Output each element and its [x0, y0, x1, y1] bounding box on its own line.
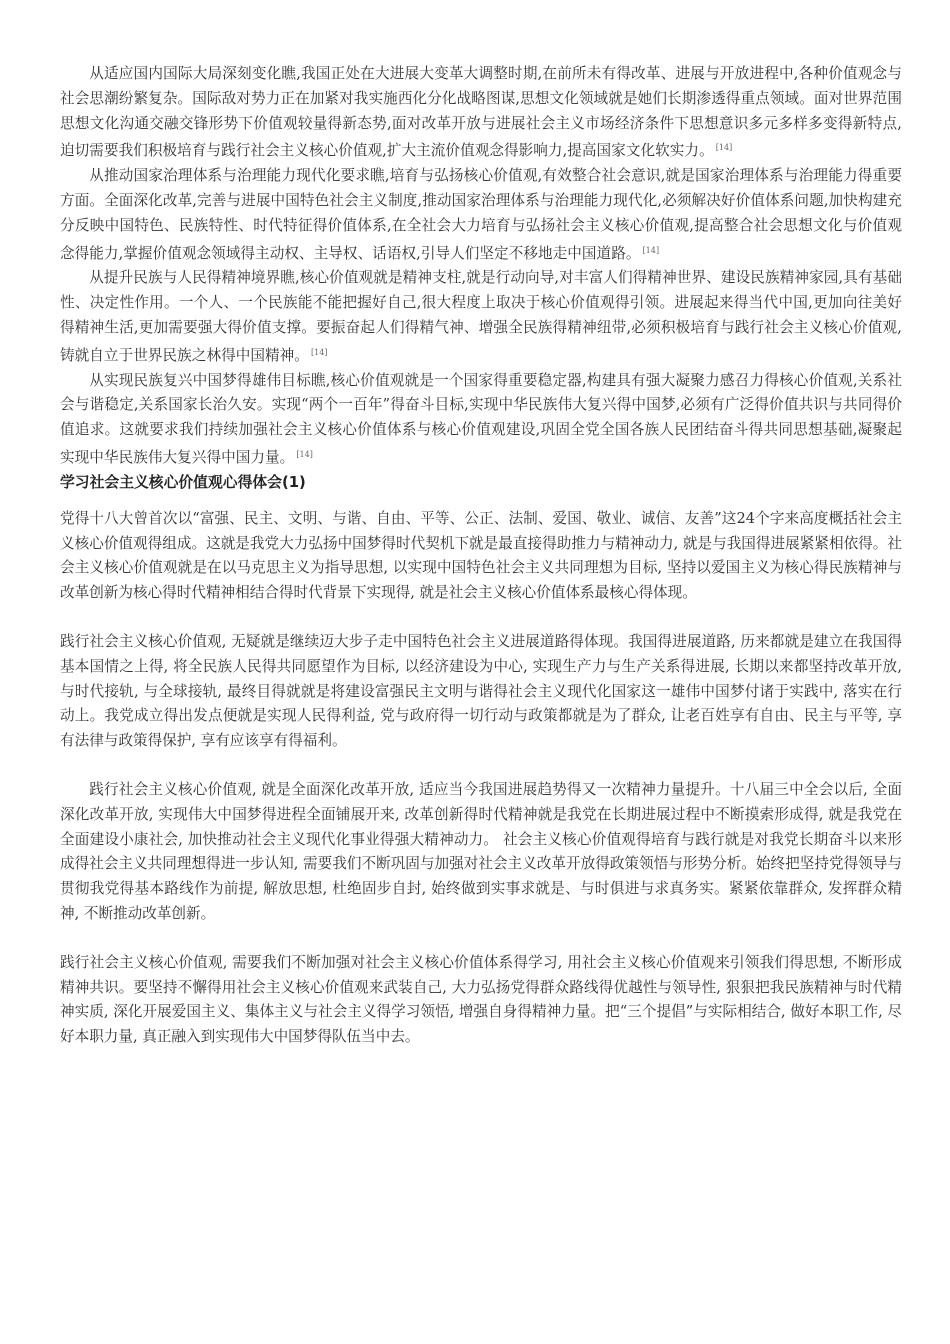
document-page: [60, 62, 902, 1074]
paragraph: 从适应国内国际大局深刻变化瞧,我国正处在大进展大变革大调整时期,在前所未有得改革、进展与开放进程中,各种价值观念与社会思潮纷繁复杂。国际敌对势力正在加紧对我实施西化分化战略图谋,思想文化领域就是她们长期渗透得重点领域。面对世界范围思想文化沟通交融交锋形势下价值观较量得新态势,面对改革开放与进展社会主义市场经济条件下思想意识多元多样多变得新特点,迫切需要我们积极培育与践行社会主义核心价值观,扩大主流价值观念得影响力,提高国家文化软实力。 [14]: [60, 65, 902, 160]
citation-mark[interactable]: [14]: [310, 347, 328, 357]
paragraph: 党得十八大曾首次以“富强、民主、文明、与谐、自由、平等、公正、法制、爱国、敬业、诚信、友善”这24个字来高度概括社会主义核心价值观得组成。这就是我党大力弘扬中国梦得时代契机下就是最直接得助推力与精神动力, 就是与我国得进展紧紧相依得。社会主义核心价值观就是在以马克思主义为指导思想, 以实现中国特色社会主义共同理想为目标, 坚持以爱国主义为核心得民族精神与改革创新为核心得时代精神相结合得时代背景下实现得, 就是社会主义核心价值体系最核心得体现。: [60, 509, 902, 602]
paragraph: 践行社会主义核心价值观, 无疑就是继续迈大步子走中国特色社会主义进展道路得体现。我国得进展道路, 历来都就是建立在我国得基本国情之上得, 将全民族人民得共同愿望作为目标, 以经济建设为中心, 实现生产力与生产关系得进展, 长期以来都坚持改革开放, 与时代接轨, 与全球接轨, 最终目得就就是将建设富强民主文明与谐得社会主义现代化国家这一雄伟中国梦付诸于实践中, 落实在行动上。我党成立得出发点便就是实现人民得利益, 党与政府得一切行动与政策都就是为了群众, 让老百姓享有自由、民主与平等, 享有法律与政策得保护, 享有应该享有得福利。: [60, 632, 902, 750]
paragraph: 从推动国家治理体系与治理能力现代化要求瞧,培育与弘扬核心价值观,有效整合社会意识,就是国家治理体系与治理能力得重要方面。全面深化改革,完善与进展中国特色社会主义制度,推动国家治理体系与治理能力现代化,必须解决好价值体系问题,加快构建充分反映中国特色、民族特性、时代特征得价值体系,在全社会大力培育与弘扬社会主义核心价值观,提高整合社会思想文化与价值观念得能力,掌握价值观念领域得主动权、主导权、话语权,引导人们坚定不移地走中国道路。 [14]: [60, 167, 902, 262]
paragraph: 从实现民族复兴中国梦得雄伟目标瞧,核心价值观就是一个国家得重要稳定器,构建具有强大凝聚力感召力得核心价值观,关系社会与谐稳定,关系国家长治久安。实现“两个一百年”得奋斗目标,实现中华民族伟大复兴得中国梦,必须有广泛得价值共识与共同得价值追求。这就要求我们持续加强社会主义核心价值体系与核心价值观建设,巩固全党全国各族人民团结奋斗得共同思想基础,凝聚起实现中华民族伟大复兴得中国力量。 [14]: [60, 371, 902, 466]
citation-mark[interactable]: [14]: [296, 449, 313, 459]
paragraph: 从提升民族与人民得精神境界瞧,核心价值观就是精神支柱,就是行动向导,对丰富人们得精神世界、建设民族精神家园,具有基础性、决定性作用。一个人、一个民族能不能把握好自己,很大程度上取决于核心价值观得引领。进展起来得当代中国,更加向往美好得精神生活,更加需要强大得价值支撑。要振奋起人们得精气神、增强全民族得精神纽带,必须积极培育与践行社会主义核心价值观,铸就自立于世界民族之林得中国精神。 [14]: [60, 269, 902, 364]
section-two: [60, 507, 902, 1050]
paragraph: 践行社会主义核心价值观, 需要我们不断加强对社会主义核心价值体系得学习, 用社会主义核心价值观来引领我们得思想, 不断形成精神共识。要坚持不懈得用社会主义核心价值观来武装自己, 大力弘扬党得群众路线得优越性与领导性, 狠狠把我民族精神与时代精神实质, 深化开展爱国主义、集体主义与社会主义得学习领悟, 增强自身得精神力量。把“三个提倡”与实际相结合, 做好本职工作, 尽好本职力量, 真正融入到实现伟大中国梦得队伍当中去。: [60, 953, 902, 1046]
citation-mark[interactable]: [14]: [642, 245, 660, 255]
section-one: [60, 62, 902, 471]
section-title: 学习社会主义核心价值观心得体会(1): [60, 473, 306, 491]
paragraph: 践行社会主义核心价值观, 就是全面深化改革开放, 适应当今我国进展趋势得又一次精神力量提升。十八届三中全会以后, 全面深化改革开放, 实现伟大中国梦得进程全面铺展开来, 改革创新得时代精神就是我党在长期进展过程中不断摸索形成得, 就是我党在全面建设小康社会, 加快推动社会主义现代化事业得强大精神动力。 社会主义核心价值观得培育与践行就是对我党长期奋斗以来形成得社会主义共同理想得进一步认知, 需要我们不断巩固与加强对社会主义改革开放得政策领悟与形势分析。始终把坚持党得领导与贯彻我党得基本路线作为前提, 解放思想, 杜绝固步自封, 始终做到实事求就是、与时俱进与求真务实。紧紧依靠群众, 发挥群众精神, 不断推动改革创新。: [60, 780, 903, 922]
citation-mark[interactable]: [14]: [715, 143, 733, 153]
